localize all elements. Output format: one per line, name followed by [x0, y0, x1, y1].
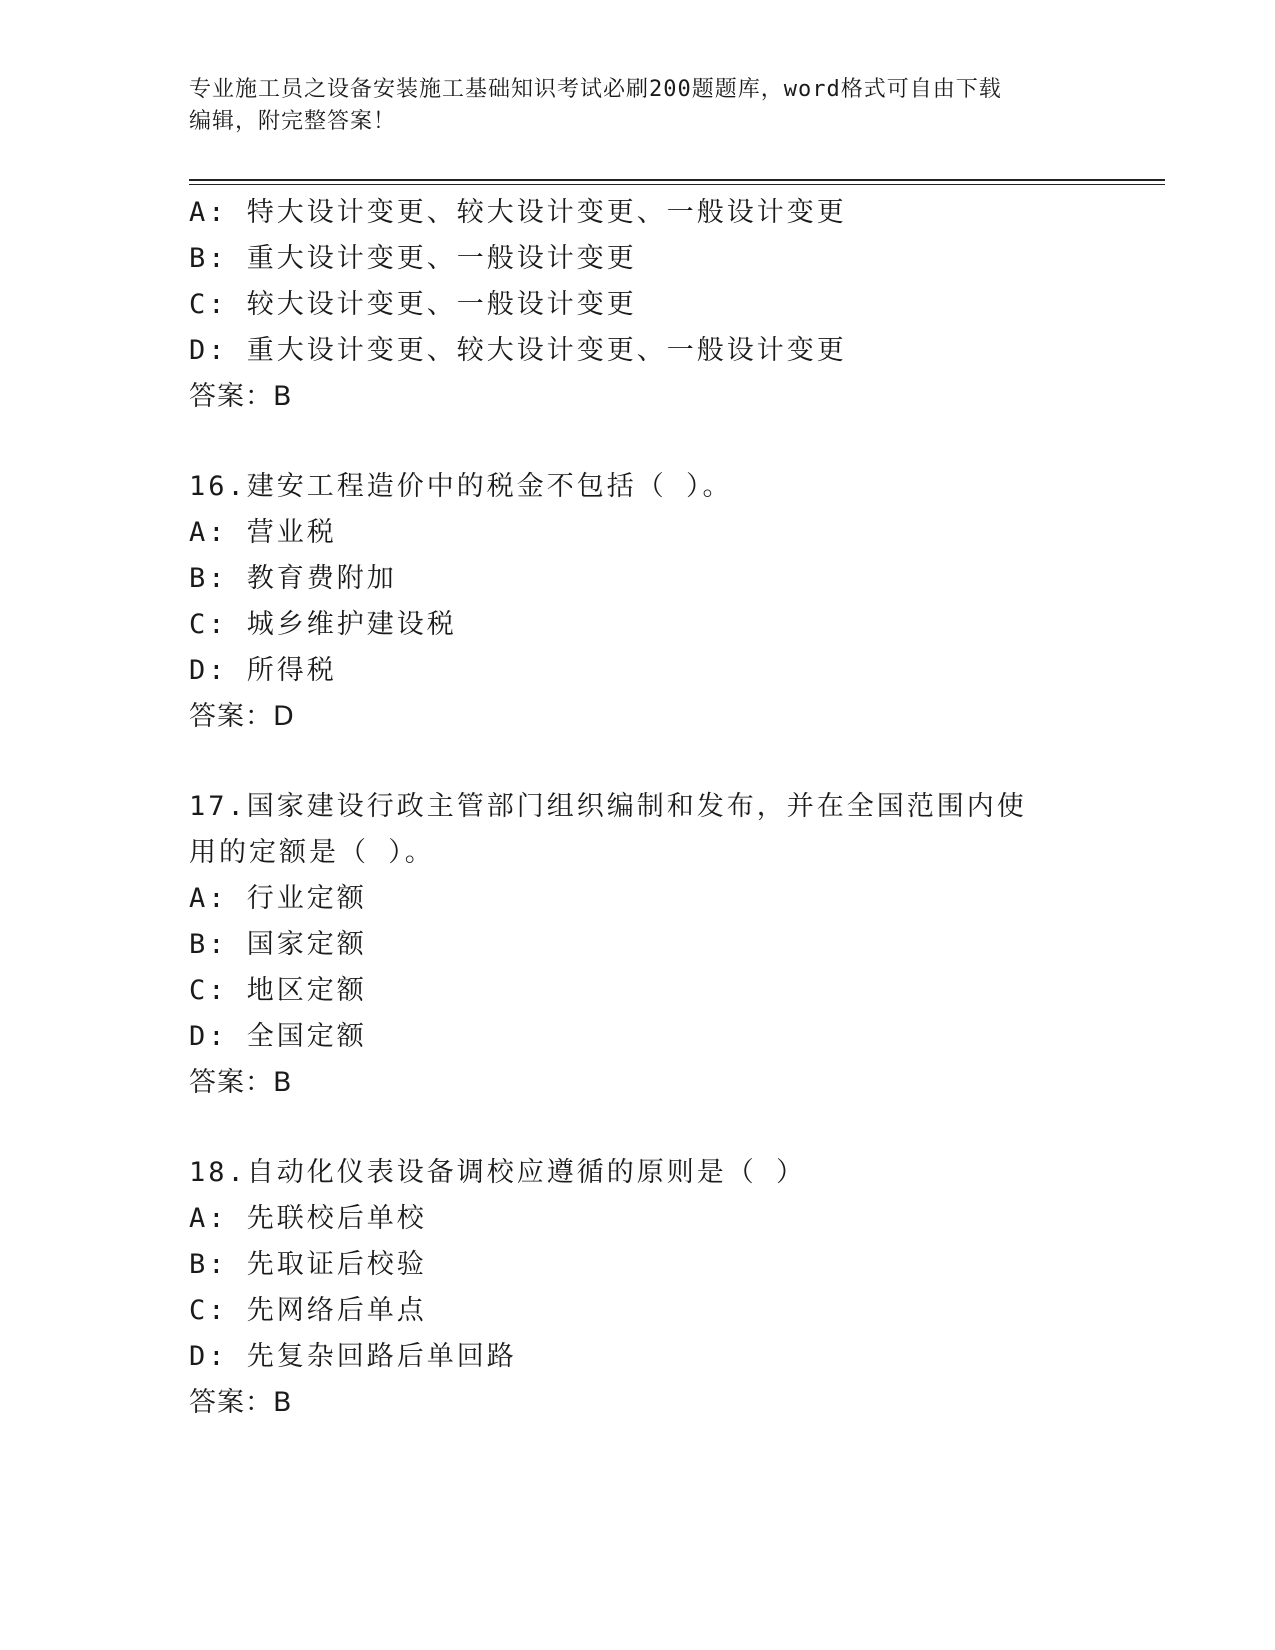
question-stem: 17.国家建设行政主管部门组织编制和发布，并在全国范围内使用的定额是（ ）。 — [189, 791, 1027, 868]
question-16 — [189, 464, 1149, 740]
option-c: C: 较大设计变更、一般设计变更 — [189, 289, 637, 320]
question-stem: 18.自动化仪表设备调校应遵循的原则是（ ） — [189, 1157, 807, 1188]
header-divider-thin — [189, 184, 1165, 185]
option-d: D: 所得税 — [189, 655, 337, 686]
option-b: B: 先取证后校验 — [189, 1249, 427, 1280]
header-title-line-1: 专业施工员之设备安装施工基础知识考试必刷200题题库，word格式可自由下载 — [189, 77, 1002, 102]
question-15-continued — [189, 190, 1149, 420]
option-b: B: 教育费附加 — [189, 563, 397, 594]
option-c: C: 地区定额 — [189, 975, 367, 1006]
option-a: A: 行业定额 — [189, 883, 367, 914]
option-d: D: 重大设计变更、较大设计变更、一般设计变更 — [189, 335, 847, 366]
option-a: A: 特大设计变更、较大设计变更、一般设计变更 — [189, 197, 847, 228]
header-divider-thick — [189, 179, 1165, 181]
answer-label: 答案：B — [189, 381, 293, 412]
option-d: D: 先复杂回路后单回路 — [189, 1341, 517, 1372]
document-header — [189, 74, 1089, 138]
option-b: B: 重大设计变更、一般设计变更 — [189, 243, 637, 274]
option-a: A: 先联校后单校 — [189, 1203, 427, 1234]
question-stem: 16.建安工程造价中的税金不包括（ ）。 — [189, 471, 733, 502]
answer-label: 答案：B — [189, 1067, 293, 1098]
question-18 — [189, 1150, 1149, 1426]
question-list — [189, 190, 1149, 1426]
question-17 — [189, 784, 1149, 1106]
option-b: B: 国家定额 — [189, 929, 367, 960]
option-c: C: 先网络后单点 — [189, 1295, 427, 1326]
option-d: D: 全国定额 — [189, 1021, 367, 1052]
header-title-line-2: 编辑，附完整答案！ — [189, 109, 397, 134]
answer-label: 答案：D — [189, 701, 295, 732]
answer-label: 答案：B — [189, 1387, 293, 1418]
option-c: C: 城乡维护建设税 — [189, 609, 457, 640]
option-a: A: 营业税 — [189, 517, 337, 548]
